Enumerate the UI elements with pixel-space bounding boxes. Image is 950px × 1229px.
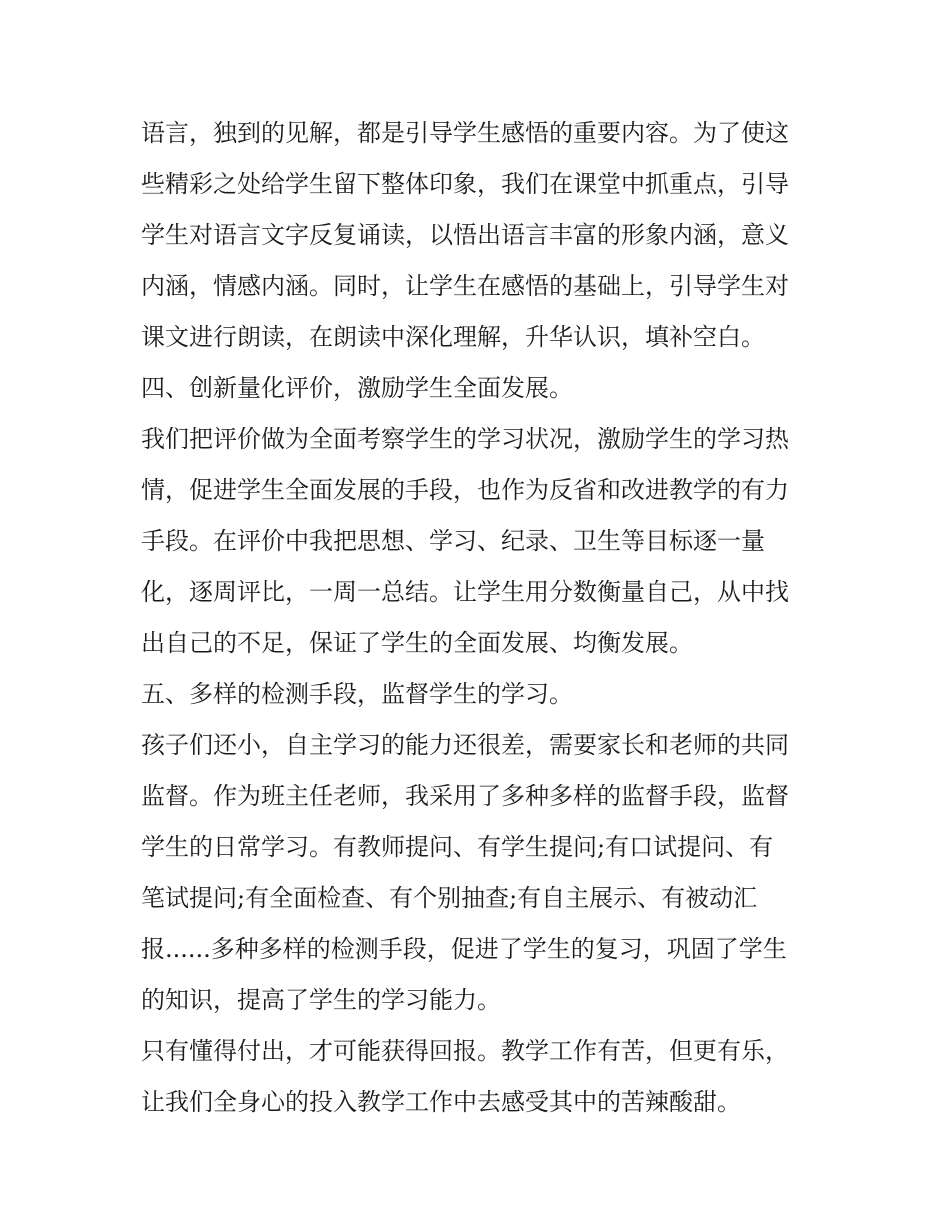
text-line: 报......多种多样的检测手段，促进了学生的复习，巩固了学生 (141, 935, 787, 963)
text-line: 化，逐周评比，一周一总结。让学生用分数衡量自己，从中找 (141, 578, 789, 606)
text-line: 学生对语言文字反复诵读，以悟出语言丰富的形象内涵，意义 (141, 221, 789, 249)
text-line: 笔试提问;有全面检查、有个别抽查;有自主展示、有被动汇 (141, 884, 758, 912)
text-line: 手段。在评价中我把思想、学习、纪录、卫生等目标逐一量 (141, 527, 765, 555)
section-heading: 五、多样的检测手段，监督学生的学习。 (141, 680, 573, 708)
document-body (141, 108, 821, 1128)
text-line: 我们把评价做为全面考察学生的学习状况，激励学生的学习热 (141, 425, 789, 453)
text-line: 些精彩之处给学生留下整体印象，我们在课堂中抓重点，引导 (141, 170, 789, 198)
text-line: 只有懂得付出，才可能获得回报。教学工作有苦，但更有乐， (141, 1037, 789, 1065)
text-line: 让我们全身心的投入教学工作中去感受其中的苦辣酸甜。 (141, 1088, 741, 1116)
text-line: 课文进行朗读，在朗读中深化理解，升华认识，填补空白。 (141, 323, 765, 351)
text-line: 内涵，情感内涵。同时，让学生在感悟的基础上，引导学生对 (141, 272, 789, 300)
text-line: 学生的日常学习。有教师提问、有学生提问;有口试提问、有 (141, 833, 774, 861)
text-line: 语言，独到的见解，都是引导学生感悟的重要内容。为了使这 (141, 119, 789, 147)
text-line: 监督。作为班主任老师，我采用了多种多样的监督手段，监督 (141, 782, 789, 810)
section-heading: 四、创新量化评价，激励学生全面发展。 (141, 374, 573, 402)
text-line: 出自己的不足，保证了学生的全面发展、均衡发展。 (141, 629, 693, 657)
text-line: 情，促进学生全面发展的手段，也作为反省和改进教学的有力 (141, 476, 789, 504)
text-line: 孩子们还小，自主学习的能力还很差，需要家长和老师的共同 (141, 731, 789, 759)
text-line: 的知识，提高了学生的学习能力。 (141, 986, 501, 1014)
